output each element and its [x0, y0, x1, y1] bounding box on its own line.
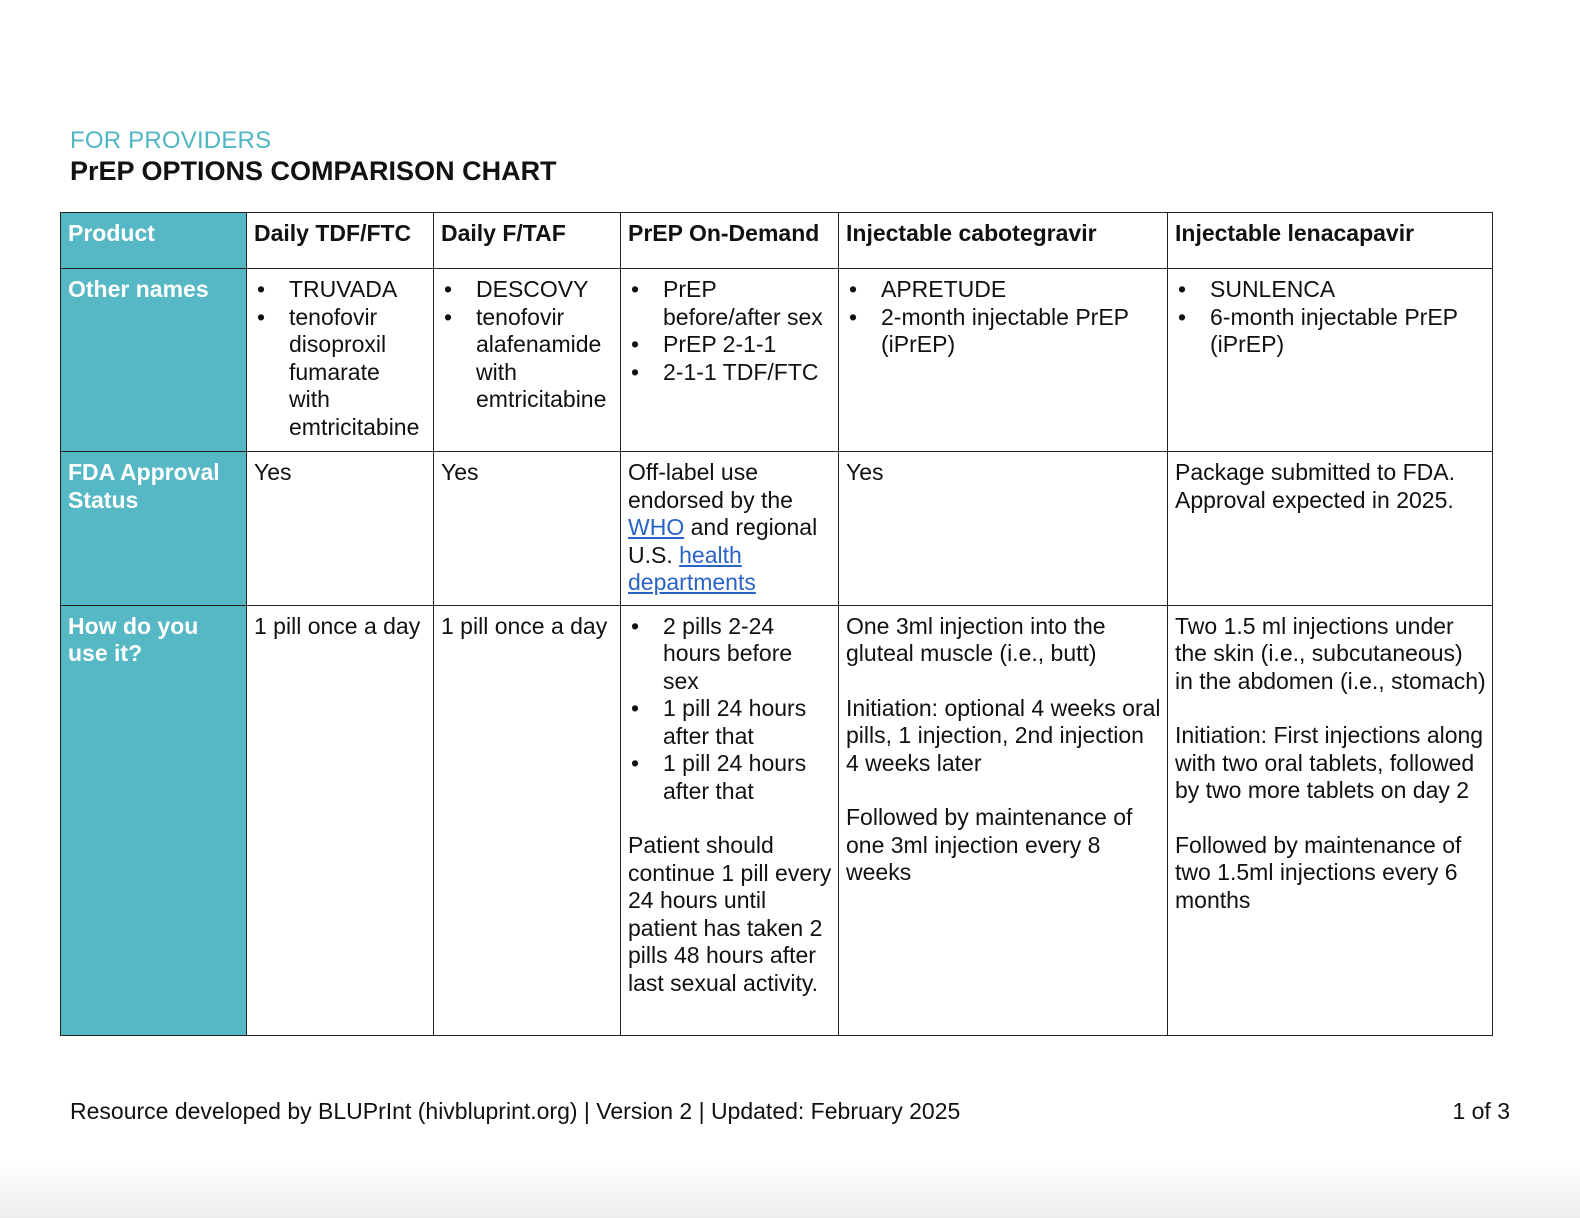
list-item: • 1 pill 24 hours after that — [628, 750, 832, 805]
footer-credit: Resource developed by BLUPrInt (hivbluprint.org) | Version 2 | Updated: February 2025 — [70, 1098, 961, 1124]
len-dose: Two 1.5 ml injections under the skin (i.e., subcutaneous) in the abdomen (i.e., stomach) — [1175, 612, 1486, 694]
header-product: Product — [61, 213, 247, 269]
cell-use-taf: 1 pill once a day — [434, 605, 621, 1035]
table-header-row — [61, 213, 1493, 269]
cell-fda-cabotegravir: Yes — [839, 452, 1168, 606]
list-item: • 6-month injectable PrEP (iPrEP) — [1175, 304, 1486, 359]
row-label-how-to-use: How do you use it? — [61, 605, 247, 1035]
list-item: • TRUVADA — [254, 276, 427, 304]
cell-fda-tdf: Yes — [247, 452, 434, 606]
list-item: • 2-month injectable PrEP (iPrEP) — [846, 304, 1161, 359]
table-row-how-to-use — [61, 605, 1493, 1035]
cell-use-lenacapavir — [1168, 605, 1493, 1035]
list-item: • SUNLENCA — [1175, 276, 1486, 304]
cell-other-names-tdf — [247, 269, 434, 452]
list-item: • 2-1-1 TDF/FTC — [628, 359, 832, 387]
table-row-other-names — [61, 269, 1493, 452]
cell-other-names-taf — [434, 269, 621, 452]
list-item: • tenofovir disoproxil fumarate with emtricitabine — [254, 304, 427, 442]
cell-use-on-demand — [621, 605, 839, 1035]
cell-other-names-on-demand — [621, 269, 839, 452]
on-demand-note: Patient should continue 1 pill every 24 hours until patient has taken 2 pills 48 hours after last sexual activity. — [628, 832, 832, 996]
list-item: • 2 pills 2-24 hours before sex — [628, 613, 832, 696]
list-item: • PrEP before/after sex — [628, 276, 832, 331]
page-number: 1 of 3 — [1452, 1098, 1510, 1124]
cell-other-names-lenacapavir — [1168, 269, 1493, 452]
cell-fda-on-demand — [621, 452, 839, 606]
len-initiation: Initiation: First injections along with two oral tablets, followed by two more tablets on day 2 — [1175, 722, 1484, 803]
cell-use-tdf: 1 pill once a day — [247, 605, 434, 1035]
fda-on-demand-text-mid: and regional U.S. — [628, 514, 818, 568]
cell-use-cabotegravir — [839, 605, 1168, 1035]
cell-other-names-cabotegravir — [839, 269, 1168, 452]
health-departments-link[interactable]: health departments — [628, 541, 756, 595]
header-injectable-lenacapavir: Injectable lenacapavir — [1168, 213, 1493, 269]
comparison-table — [60, 212, 1493, 1036]
list-item: • APRETUDE — [846, 276, 1161, 304]
len-maintenance: Followed by maintenance of two 1.5ml injections every 6 months — [1175, 831, 1462, 913]
cab-dose: One 3ml injection into the gluteal muscle (i.e., butt) — [846, 612, 1106, 666]
header-prep-on-demand: PrEP On-Demand — [621, 213, 839, 269]
header-daily-tdf-ftc: Daily TDF/FTC — [247, 213, 434, 269]
row-label-fda-approval: FDA Approval Status — [61, 452, 247, 606]
page-title: PrEP OPTIONS COMPARISON CHART — [70, 156, 557, 186]
list-item: • tenofovir alafenamide with emtricitabine — [441, 304, 614, 414]
who-link[interactable]: WHO — [628, 514, 685, 540]
page-bottom-shadow — [0, 1158, 1580, 1218]
row-label-other-names: Other names — [61, 269, 247, 452]
header-daily-f-taf: Daily F/TAF — [434, 213, 621, 269]
list-item: • DESCOVY — [441, 276, 614, 304]
section-eyebrow: FOR PROVIDERS — [70, 127, 272, 154]
table-row-fda-approval — [61, 452, 1493, 606]
list-item: • 1 pill 24 hours after that — [628, 695, 832, 750]
header-injectable-cabotegravir: Injectable cabotegravir — [839, 213, 1168, 269]
cab-initiation: Initiation: optional 4 weeks oral pills, 1 injection, 2nd injection 4 weeks later — [846, 694, 1161, 776]
cab-maintenance: Followed by maintenance of one 3ml injection every 8 weeks — [846, 804, 1133, 885]
cell-fda-taf: Yes — [434, 452, 621, 606]
cell-fda-lenacapavir: Package submitted to FDA. Approval expected in 2025. — [1168, 452, 1493, 606]
list-item: • PrEP 2-1-1 — [628, 331, 832, 359]
fda-on-demand-text: Off-label use endorsed by the — [628, 459, 793, 513]
